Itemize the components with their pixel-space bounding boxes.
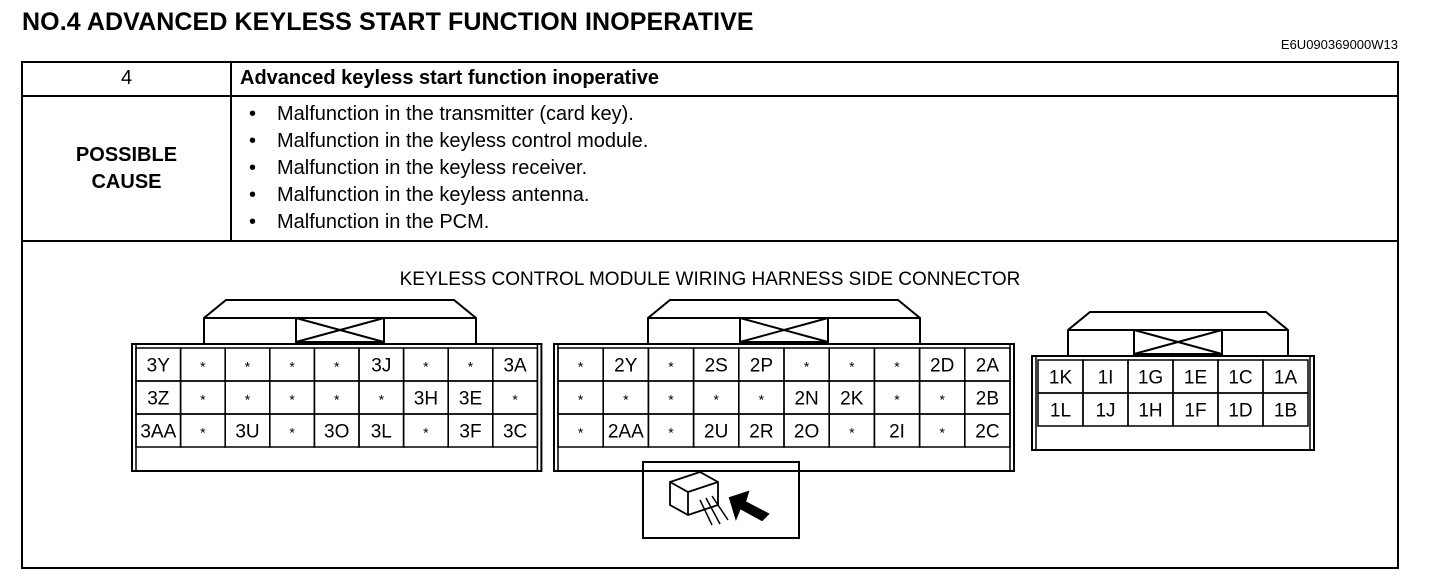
icon-frame — [643, 462, 799, 538]
terminal-cell — [359, 381, 404, 414]
terminal-cell — [920, 348, 965, 381]
terminal-cell — [359, 348, 404, 381]
terminal-label: 3AA — [140, 421, 177, 443]
terminal-cell — [181, 381, 226, 414]
terminal-label: 2S — [704, 355, 728, 377]
terminal-label: 2AA — [607, 421, 644, 443]
terminal-label: 3F — [459, 421, 482, 443]
terminal-label: * — [939, 391, 945, 408]
terminal-cell — [225, 348, 270, 381]
terminal-cell — [181, 348, 226, 381]
terminal-label: 1K — [1048, 367, 1073, 389]
terminal-label: 1E — [1183, 367, 1208, 389]
terminal-cell — [359, 414, 404, 447]
connector-2-latch-cross — [740, 318, 828, 342]
terminal-cell — [448, 414, 493, 447]
terminal-cell — [694, 414, 739, 447]
terminal-cell — [965, 414, 1010, 447]
terminal-label: 2Y — [614, 355, 638, 377]
terminal-label: * — [894, 358, 900, 375]
terminal-cell — [136, 414, 181, 447]
document-code: E6U090369000W13 — [1280, 37, 1398, 52]
terminal-label: 2A — [975, 355, 1000, 377]
terminal-cell — [1218, 360, 1263, 393]
terminal-label: 1A — [1273, 367, 1298, 389]
terminal-cell — [829, 414, 874, 447]
terminal-label: 1I — [1097, 367, 1114, 389]
terminal-label: * — [849, 424, 855, 441]
terminal-label: * — [803, 358, 810, 375]
terminal-cell — [270, 414, 315, 447]
terminal-label: * — [423, 424, 429, 441]
cause-item: • Malfunction in the keyless antenna. — [249, 182, 648, 209]
terminal-label: * — [378, 391, 385, 408]
terminal-label: 1C — [1228, 367, 1253, 389]
terminal-label: 2D — [930, 355, 955, 377]
terminal-cell — [270, 348, 315, 381]
connector-1-housing — [1068, 312, 1288, 356]
terminal-cell — [181, 414, 226, 447]
terminal-cell — [225, 414, 270, 447]
cause-item: • Malfunction in the keyless receiver. — [249, 155, 648, 182]
terminal-cell — [404, 414, 449, 447]
terminal-label: 3Y — [146, 355, 170, 377]
terminal-label: 3L — [370, 421, 392, 443]
terminal-label: 3H — [413, 388, 439, 410]
terminal-cell — [694, 348, 739, 381]
connector-2-housing — [648, 300, 920, 344]
terminal-label: * — [200, 358, 206, 375]
terminal-label: 3E — [458, 388, 483, 410]
terminal-label: 1D — [1228, 400, 1253, 422]
terminal-cell — [314, 348, 359, 381]
cause-item: • Malfunction in the transmitter (card key). — [249, 101, 648, 128]
terminal-cell — [920, 381, 965, 414]
terminal-label: 2N — [794, 388, 819, 410]
terminal-label: * — [467, 358, 474, 375]
connector-shape — [670, 472, 718, 515]
connector-3 — [132, 300, 541, 471]
step-heading: Advanced keyless start function inoperative — [240, 67, 660, 89]
terminal-cell — [603, 414, 648, 447]
terminal-label: 2B — [975, 388, 1000, 410]
diagram-title: KEYLESS CONTROL MODULE WIRING HARNESS SIDE CONNECTOR — [399, 269, 1021, 290]
terminal-label: 1B — [1273, 400, 1298, 422]
terminal-label: * — [289, 391, 295, 408]
terminal-label: * — [939, 424, 945, 441]
terminal-label: * — [758, 391, 765, 408]
terminal-cell — [874, 414, 919, 447]
terminal-cell — [648, 348, 693, 381]
terminal-label: * — [668, 358, 674, 375]
terminal-label: * — [894, 391, 900, 408]
terminal-cell — [739, 381, 784, 414]
terminal-label: * — [244, 391, 251, 408]
terminal-cell — [874, 381, 919, 414]
terminal-cell — [784, 381, 829, 414]
terminal-cell — [784, 348, 829, 381]
terminal-cell — [493, 381, 538, 414]
terminal-label: * — [333, 391, 340, 408]
terminal-cell — [136, 381, 181, 414]
possible-cause-label-line1: POSSIBLE — [75, 144, 178, 166]
terminal-label: * — [200, 424, 206, 441]
terminal-label: * — [577, 358, 584, 375]
terminal-label: 3J — [371, 355, 392, 377]
terminal-cell — [1083, 360, 1128, 393]
page-title: NO.4 ADVANCED KEYLESS START FUNCTION INOPERATIVE — [22, 8, 754, 36]
terminal-cell — [1128, 360, 1173, 393]
terminal-label: 3Z — [147, 388, 170, 410]
terminal-label: 2U — [704, 421, 729, 443]
terminal-cell — [270, 381, 315, 414]
terminal-cell — [314, 381, 359, 414]
terminal-label: * — [849, 358, 855, 375]
terminal-cell — [784, 414, 829, 447]
probe-arrow — [730, 492, 768, 520]
step-number: 4 — [120, 67, 133, 89]
connector-3-housing — [204, 300, 476, 344]
terminal-cell — [739, 414, 784, 447]
terminal-cell — [829, 381, 874, 414]
terminal-cell — [404, 348, 449, 381]
terminal-label: * — [200, 391, 206, 408]
terminal-cell — [558, 381, 603, 414]
terminal-label: * — [713, 391, 719, 408]
terminal-cell — [558, 414, 603, 447]
terminal-cell — [694, 381, 739, 414]
terminal-label: 3U — [235, 421, 260, 443]
terminal-cell — [1173, 393, 1218, 426]
cause-item: • Malfunction in the PCM. — [249, 209, 648, 236]
terminal-cell — [493, 348, 538, 381]
terminal-label: 1F — [1184, 400, 1207, 422]
terminal-label: 2R — [749, 421, 774, 443]
terminal-cell — [1128, 393, 1173, 426]
terminal-label: * — [244, 358, 251, 375]
terminal-cell — [136, 348, 181, 381]
terminal-label: 1L — [1049, 400, 1072, 422]
connector-probe-icon — [643, 462, 799, 538]
terminal-cell — [314, 414, 359, 447]
terminal-label: 3A — [503, 355, 527, 377]
terminal-label: 1H — [1138, 400, 1163, 422]
connector-3-latch-cross — [296, 318, 384, 342]
terminal-label: * — [668, 424, 674, 441]
terminal-cell — [558, 348, 603, 381]
terminal-cell — [448, 348, 493, 381]
terminal-cell — [603, 381, 648, 414]
terminal-cell — [225, 381, 270, 414]
terminal-cell — [1263, 360, 1308, 393]
terminal-label: * — [577, 391, 584, 408]
terminal-cell — [603, 348, 648, 381]
terminal-cell — [648, 414, 693, 447]
terminal-cell — [1083, 393, 1128, 426]
terminal-cell — [493, 414, 538, 447]
terminal-label: * — [289, 424, 295, 441]
terminal-cell — [965, 348, 1010, 381]
terminal-cell — [1038, 393, 1083, 426]
terminal-cell — [965, 381, 1010, 414]
terminal-cell — [874, 348, 919, 381]
terminal-cell — [648, 381, 693, 414]
terminal-label: 2I — [889, 421, 905, 443]
connector-2 — [554, 300, 1014, 471]
terminal-cell — [1218, 393, 1263, 426]
connector-1 — [1032, 312, 1314, 450]
terminal-cell — [920, 414, 965, 447]
terminal-label: 1J — [1095, 400, 1116, 422]
possible-cause-label-line2: CAUSE — [91, 171, 162, 193]
terminal-label: * — [668, 391, 674, 408]
terminal-cell — [448, 381, 493, 414]
terminal-label: * — [333, 358, 340, 375]
terminal-label: 3O — [324, 421, 350, 443]
terminal-cell — [1038, 360, 1083, 393]
terminal-label: 2O — [793, 421, 820, 443]
terminal-label: 2C — [975, 421, 1000, 443]
terminal-label: * — [289, 358, 295, 375]
terminal-label: * — [577, 424, 584, 441]
connector-1-latch-cross — [1134, 330, 1222, 354]
terminal-label: * — [623, 391, 629, 408]
terminal-label: 2P — [749, 355, 774, 377]
terminal-cell — [739, 348, 784, 381]
terminal-cell — [404, 381, 449, 414]
terminal-label: 3C — [502, 421, 528, 443]
terminal-label: 2K — [840, 388, 864, 410]
terminal-cell — [829, 348, 874, 381]
terminal-cell — [1173, 360, 1218, 393]
terminal-label: * — [423, 358, 429, 375]
terminal-label: 1G — [1137, 367, 1164, 389]
terminal-cell — [1263, 393, 1308, 426]
cause-item: • Malfunction in the keyless control module. — [249, 128, 648, 155]
terminal-label: * — [512, 391, 518, 408]
